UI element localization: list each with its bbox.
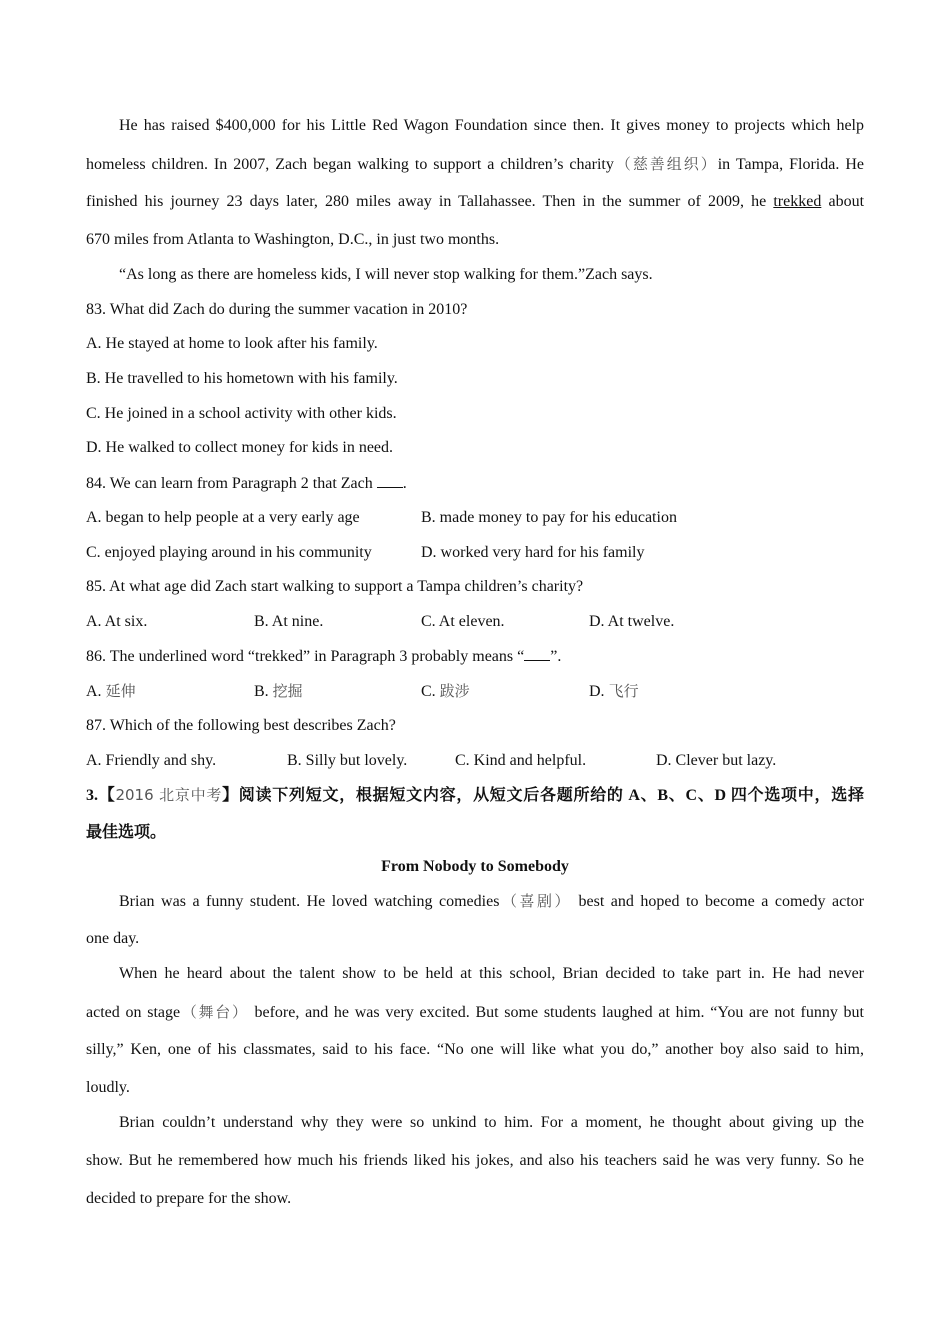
section-instruction <box>86 785 864 806</box>
option-b: B. made money to pay for his education <box>421 509 677 526</box>
option-a: A. began to help people at a very early age <box>86 509 360 526</box>
paragraph-line: Brian couldn’t understand why they were so unkind to him. For a moment, he thought about giving up the <box>119 1114 864 1131</box>
option-a: A. At six. <box>86 613 148 630</box>
paragraph-line: When he heard about the talent show to be held at this school, Brian decided to take part in. He had never <box>119 965 864 982</box>
option-d: D. He walked to collect money for kids in need. <box>86 439 394 456</box>
paragraph-line: loudly. <box>86 1079 130 1096</box>
question-84 <box>86 473 864 494</box>
exam-source: 2016 北京中考 <box>115 786 223 804</box>
paragraph-line <box>86 154 864 175</box>
option-d: D. Clever but lazy. <box>656 752 777 769</box>
option-c: C. Kind and helpful. <box>455 752 587 769</box>
option-label: B. <box>254 683 269 700</box>
option-b: B. At nine. <box>254 613 324 630</box>
question-86 <box>86 646 864 667</box>
chinese-gloss: （喜剧） <box>499 892 572 910</box>
paragraph-line: decided to prepare for the show. <box>86 1190 292 1207</box>
section-number: 3. <box>86 787 98 804</box>
option-text: 延伸 <box>105 682 136 700</box>
option-label: C. <box>421 683 436 700</box>
section-instruction-cont: 最佳选项。 <box>86 824 167 841</box>
option-label: A. <box>86 683 102 700</box>
option-c: C. He joined in a school activity with other kids. <box>86 405 397 422</box>
bracket: 【 <box>98 787 116 804</box>
option-text: 跋涉 <box>439 682 470 700</box>
text: 84. We can learn from Paragraph 2 that Zach <box>86 475 373 492</box>
paragraph-line: one day. <box>86 930 140 947</box>
option-a: A. Friendly and shy. <box>86 752 217 769</box>
chinese-gloss: （舞台） <box>180 1003 249 1021</box>
option-label: D. <box>589 683 605 700</box>
question-85: 85. At what age did Zach start walking to support a Tampa children’s charity? <box>86 578 584 595</box>
option-c: C. enjoyed playing around in his community <box>86 544 372 561</box>
text: 86. The underlined word “trekked” in Paragraph 3 probably means “ <box>86 648 525 665</box>
option-text: 飞行 <box>608 682 639 700</box>
paragraph-line: silly,” Ken, one of his classmates, said to his face. “No one will like what you do,” another boy also said to him, <box>86 1041 864 1058</box>
option-d <box>589 681 639 702</box>
option-a: A. He stayed at home to look after his family. <box>86 335 378 352</box>
chinese-gloss: （慈善组织） <box>613 155 718 173</box>
passage-title: From Nobody to Somebody <box>381 858 569 875</box>
text: . <box>402 475 407 492</box>
text: before, and he was very excited. But some students laughed at him. “You are not funny but <box>254 1004 865 1021</box>
paragraph-line: 670 miles from Atlanta to Washington, D.C., in just two months. <box>86 231 500 248</box>
option-c: C. At eleven. <box>421 613 505 630</box>
question-83: 83. What did Zach do during the summer vacation in 2010? <box>86 301 468 318</box>
option-b: B. Silly but lovely. <box>287 752 408 769</box>
paragraph-line <box>86 192 864 212</box>
text: acted on stage <box>86 1004 181 1021</box>
question-87: 87. Which of the following best describes Zach? <box>86 717 396 734</box>
underlined-word: trekked <box>773 193 822 210</box>
text: He has raised $400,000 for his Little Red Wagon Foundation since then. It gives money to projects which help <box>119 117 864 134</box>
answer-blank <box>377 473 403 488</box>
option-c <box>421 681 470 702</box>
instruction-text: 】阅读下列短文，根据短文内容，从短文后各题所给的 A、B、C、D 四个选项中，选择 <box>222 787 864 804</box>
text: homeless children. In 2007, Zach began walking to support a children’s charity <box>86 156 614 173</box>
text: best and hoped to become a comedy actor <box>578 893 864 910</box>
text: about <box>828 193 865 210</box>
answer-blank <box>524 646 550 661</box>
option-b <box>254 681 303 702</box>
paragraph-line <box>86 1002 864 1023</box>
option-d: D. At twelve. <box>589 613 675 630</box>
paragraph-line <box>86 116 864 136</box>
paragraph-line <box>86 891 864 912</box>
option-d: D. worked very hard for his family <box>421 544 645 561</box>
text: in Tampa, Florida. He <box>717 156 864 173</box>
text: ”. <box>550 648 562 665</box>
option-text: 挖掘 <box>272 682 303 700</box>
text: finished his journey 23 days later, 280 miles away in Tallahassee. Then in the summer of 2009, he <box>86 193 767 210</box>
paragraph-line: “As long as there are homeless kids, I will never stop walking for them.”Zach says. <box>119 266 653 283</box>
text: Brian was a funny student. He loved watching comedies <box>119 893 500 910</box>
paragraph-line: show. But he remembered how much his friends liked his jokes, and also his teachers said he was very funny. So he <box>86 1152 864 1169</box>
option-a <box>86 681 136 702</box>
option-b: B. He travelled to his hometown with his family. <box>86 370 398 387</box>
